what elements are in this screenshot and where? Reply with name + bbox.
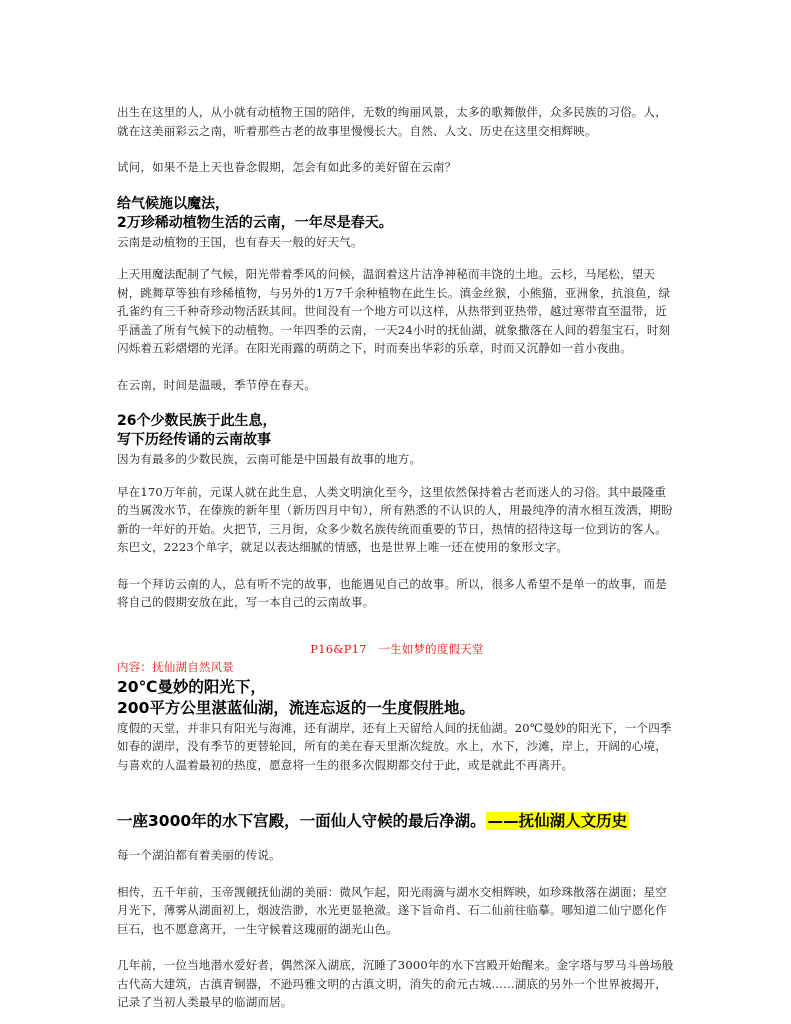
section-ethnic [117,412,677,612]
history-paragraph-2: 几年前，一位当地潜水爱好者，偶然深入湖底，沉睡了3000年的水下宫殿开始醒来。金字塔与罗马斗兽场般古代高大建筑，古滇青铜器，不逊玛雅文明的古滇文明，消失的俞元古城……湖底的另外一个世界被揭开，记录了当初人类最早的临湖而居。 [117,958,674,1009]
history-heading-main: 一座3000年的水下宫殿，一面仙人守候的最后净湖。 [117,812,486,830]
climate-heading-line1: 给气候施以魔法， [117,195,229,212]
climate-closing: 在云南，时间是温暖，季节停在春天。 [117,377,316,392]
section-history [117,810,677,1012]
section-climate [117,195,677,395]
document-content [117,103,677,1012]
ethnic-heading-line1: 26个少数民族于此生息， [117,413,277,429]
intro-paragraph-1: 出生在这里的人，从小就有动植物王国的陪伴，无数的绚丽风景，太多的歌舞傲伴，众多民族的习俗。人，就在这美丽彩云之南，听着那些古老的故事里慢慢长大。自然、人文、历史在这里交相辉映。 [117,105,667,138]
climate-subtitle: 云南是动植物的王国，也有春天一般的好天气。 [117,234,363,249]
intro-paragraph-2: 试问，如果不是上天也眷念假期，怎会有如此多的美好留在云南？ [117,160,457,174]
ethnic-heading-line2: 写下历经传诵的云南故事 [117,432,271,448]
lake-heading-line2: 200平方公里湛蓝仙湖，流连忘返的一生度假胜地。 [117,698,475,717]
history-heading [117,810,677,832]
lake-body: 度假的天堂，并非只有阳光与海滩，还有湖岸，还有上天留给人间的抚仙湖。20℃曼妙的阳光下，一个四季如春的湖岸，没有季节的更替轮回，所有的美在春天里渐次绽放。水上，水下，沙滩，岸上，开阔的心境，与喜欢的人温着最初的热度，愿意将一生的很多次假期都交付于此，或是就此不再离开。 [117,720,672,772]
ethnic-subtitle: 因为有最多的少数民族，云南可能是中国最有故事的地方。 [117,452,422,466]
climate-heading-line2: 2万珍稀动植物生活的云南，一年尽是春天。 [117,214,393,231]
history-subtitle: 每一个湖泊都有着美丽的传说。 [117,848,281,862]
section-lake [117,640,677,775]
lake-heading-line1: 20℃曼妙的阳光下， [117,677,266,696]
content-label: 内容：抚仙湖自然风景 [117,660,234,674]
climate-body: 上天用魔法配制了气候，阳光带着季风的问候，温润着这片洁净神秘而丰饶的土地。云杉，马尾松，望天树，跳舞草等独有珍稀植物，与另外的1万7千余种植物在此生长。滇金丝猴，小熊猫，亚洲象，抗浪鱼，绿孔雀约有三千种奇珍动物活跃其间。世间没有一个地方可以这样，从热带到亚热带，越过寒带直至温带，近乎涵盖了所有气候下的动植物。一年四季的云南，一天24小时的抚仙湖，就象撒落在人间的碧玺宝石，时刻闪烁着五彩熠熠的光泽。在阳光雨露的萌荫之下，时而奏出华彩的乐章，时而又沉静如一首小夜曲。 [117,267,671,355]
history-heading-highlight: ——抚仙湖人文历史 [487,812,628,830]
ethnic-closing: 每一个拜访云南的人，总有听不完的故事，也能遇见自己的故事。所以，很多人希望不是单一的故事，而是将自己的假期安放在此，写一本自己的云南故事。 [117,576,667,609]
history-paragraph-1: 相传，五千年前，玉帝觊觎抚仙湖的美丽：微风乍起，阳光雨滴与湖水交相辉映，如珍珠散落在湖面；星空月光下，薄雾从湖面初上，烟波浩渺，水光更显艳潋。遂下旨命肖、石二仙前往临摹。哪知道二仙宁愿化作巨石，也不愿意离开，一生守候着这瑰丽的湖光山色。 [117,884,667,936]
ethnic-body: 早在170万年前，元谋人就在此生息，人类文明演化至今，这里依然保持着古老而迷人的习俗。其中最隆重的当属泼水节，在傣族的新年里（新历四月中旬），所有熟悉的不认识的人，用最纯净的清水相互泼洒，期盼新的一年好的开始。火把节，三月街，众多少数名族传统而重要的节日，热情的招待这每一位到访的客人。东巴文，2223个单字，就足以表达细腻的情感，也是世界上唯一还在使用的象形文字。 [117,484,673,554]
page-label: P16&P17 一生如梦的度假天堂 [310,641,484,656]
